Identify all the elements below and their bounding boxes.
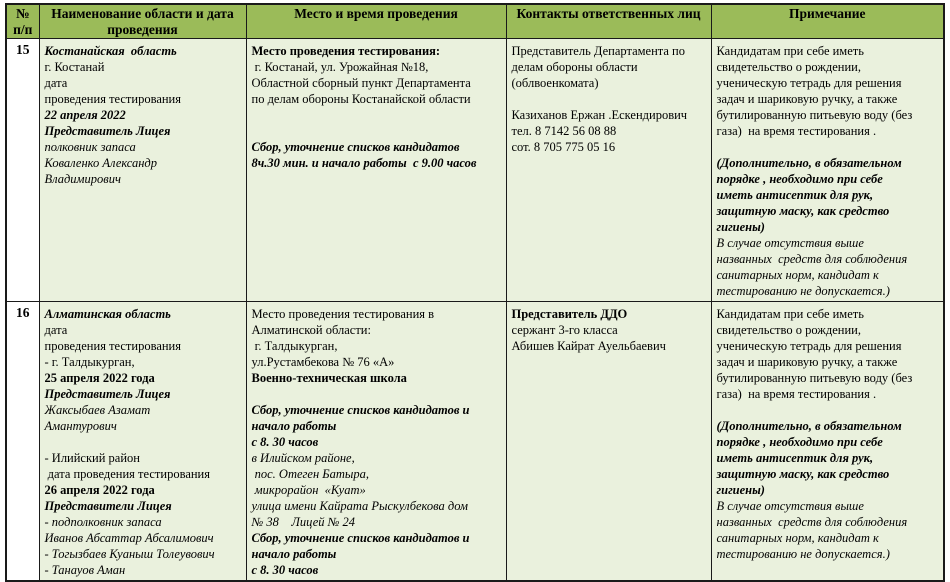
text-line: санитарных норм, кандидат к: [716, 531, 879, 545]
text-line: ученическую тетрадь для решения: [716, 76, 902, 90]
text-line: свидетельство о рождении,: [716, 60, 862, 74]
text-line: - подполковник запаса: [44, 515, 162, 529]
text-line: Кандидатам при себе иметь: [716, 307, 864, 321]
note-cell: [711, 302, 944, 582]
text-line: по делам обороны Костанайской области: [251, 92, 471, 106]
text-line: Военно-техническая школа: [251, 371, 407, 385]
text-line: Жаксыбаев Азамат: [44, 403, 151, 417]
text-line: Сбор, уточнение списков кандидатов: [251, 140, 460, 154]
text-line: Казиханов Ержан .Ескендирович: [511, 108, 688, 122]
text-line: Костанайская область: [44, 44, 177, 58]
text-line: иметь антисептик для рук,: [716, 188, 874, 202]
column-header-note: Примечание: [711, 4, 944, 39]
text-line: Иванов Абсаттар Абсалимович: [44, 531, 214, 545]
column-header-place-time: Место и время проведения: [246, 4, 506, 39]
testing-schedule-table: [5, 3, 945, 582]
text-line: в Илийском районе,: [251, 451, 355, 465]
text-line: Коваленко Александр: [44, 156, 157, 170]
contacts-cell: [506, 302, 711, 582]
text-line: [252, 386, 503, 402]
text-line: Абишев Кайрат Ауельбаевич: [511, 339, 666, 353]
text-line: сот. 8 705 775 05 16: [511, 140, 616, 154]
text-line: № 38 Лицей № 24: [251, 515, 356, 529]
text-line: [252, 123, 503, 139]
text-line: микрорайон «Куат»: [251, 483, 366, 497]
text-line: защитную маску, как средство: [716, 204, 890, 218]
text-line: Представитель Лицея: [44, 387, 171, 401]
text-line: Место проведения тестирования:: [251, 44, 441, 58]
text-line: Владимирович: [44, 172, 121, 186]
text-line: гигиены): [716, 220, 765, 234]
text-line: Представитель Лицея: [44, 124, 171, 138]
text-line: В случае отсутствия выше: [716, 499, 864, 513]
contacts-cell: [506, 39, 711, 302]
text-line: [45, 434, 243, 450]
text-line: дата: [44, 323, 68, 337]
text-line: защитную маску, как средство: [716, 467, 890, 481]
text-line: - Тогызбаев Куаныш Толеувович: [44, 547, 215, 561]
text-line: санитарных норм, кандидат к: [716, 268, 879, 282]
text-line: свидетельство о рождении,: [716, 323, 862, 337]
text-line: г. Костанай: [44, 60, 105, 74]
place-time-cell: [246, 302, 506, 582]
text-line: сержант 3-го класса: [511, 323, 618, 337]
text-line: делам обороны области: [511, 60, 638, 74]
column-header-contacts: Контакты ответственных лиц: [506, 4, 711, 39]
text-line: Сбор, уточнение списков кандидатов и: [251, 403, 470, 417]
text-line: гигиены): [716, 483, 765, 497]
text-line: [717, 139, 941, 155]
text-line: Представитель ДДО: [511, 307, 628, 321]
text-line: (облвоенкомата): [511, 76, 599, 90]
text-line: задач и шариковую ручку, а также: [716, 92, 898, 106]
text-line: 26 апреля 2022 года: [44, 483, 155, 497]
text-line: Сбор, уточнение списков кандидатов и: [251, 531, 470, 545]
header-row: [6, 4, 944, 39]
text-line: Алматинская область: [44, 307, 171, 321]
text-line: иметь антисептик для рук,: [716, 451, 874, 465]
text-line: Амантурович: [44, 419, 117, 433]
text-line: ученическую тетрадь для решения: [716, 339, 902, 353]
region-date-cell: [39, 302, 246, 582]
text-line: Представитель Департамента по: [511, 44, 685, 58]
text-line: 25 апреля 2022 года: [44, 371, 155, 385]
text-line: (Дополнительно, в обязательном: [716, 156, 902, 170]
text-line: названных средств для соблюдения: [716, 515, 908, 529]
text-line: полковник запаса: [44, 140, 136, 154]
row-number: 16: [6, 302, 39, 582]
text-line: [512, 91, 708, 107]
column-header-region-date: Наименование области и дата проведения: [39, 4, 246, 39]
text-line: ул.Рустамбекова № 76 «А»: [251, 355, 395, 369]
text-line: [717, 402, 941, 418]
text-line: названных средств для соблюдения: [716, 252, 908, 266]
text-line: начало работы: [251, 419, 337, 433]
text-line: дата: [44, 76, 68, 90]
text-line: газа) на время тестирования .: [716, 124, 877, 138]
text-line: г. Костанай, ул. Урожайная №18,: [251, 60, 429, 74]
text-line: - г. Талдыкурган,: [44, 355, 135, 369]
text-line: г. Талдыкурган,: [251, 339, 338, 353]
schedule-table-container: [5, 3, 945, 577]
text-line: В случае отсутствия выше: [716, 236, 864, 250]
text-line: - Илийский район: [44, 451, 140, 465]
text-line: тел. 8 7142 56 08 88: [511, 124, 617, 138]
text-line: с 8. 30 часов: [251, 435, 319, 449]
row-number: 15: [6, 39, 39, 302]
text-line: Представители Лицея: [44, 499, 172, 513]
text-line: - Танауов Аман: [44, 563, 126, 577]
text-line: Областной сборный пункт Департамента: [251, 76, 471, 90]
text-line: тестированию не допускается.): [716, 284, 890, 298]
table-row: [6, 39, 944, 302]
text-line: тестированию не допускается.): [716, 547, 890, 561]
text-line: бутилированную питьевую воду (без: [716, 371, 913, 385]
text-line: проведения тестирования: [44, 339, 181, 353]
note-cell: [711, 39, 944, 302]
text-line: проведения тестирования: [44, 92, 181, 106]
text-line: бутилированную питьевую воду (без: [716, 108, 913, 122]
text-line: начало работы: [251, 547, 337, 561]
text-line: задач и шариковую ручку, а также: [716, 355, 898, 369]
text-line: дата проведения тестирования: [44, 467, 210, 481]
column-header-number: № п/п: [6, 4, 39, 39]
table-row: [6, 302, 944, 582]
place-time-cell: [246, 39, 506, 302]
text-line: газа) на время тестирования .: [716, 387, 877, 401]
text-line: Алматинской области:: [251, 323, 371, 337]
text-line: улица имени Кайрата Рыскулбекова дом: [251, 499, 468, 513]
text-line: порядке , необходимо при себе: [716, 435, 883, 449]
text-line: 22 апреля 2022: [44, 108, 126, 122]
text-line: 8ч.30 мин. и начало работы с 9.00 часов: [251, 156, 477, 170]
text-line: пос. Отеген Батыра,: [251, 467, 370, 481]
text-line: (Дополнительно, в обязательном: [716, 419, 902, 433]
text-line: с 8. 30 часов: [251, 563, 319, 577]
text-line: порядке , необходимо при себе: [716, 172, 883, 186]
region-date-cell: [39, 39, 246, 302]
text-line: [252, 107, 503, 123]
text-line: Кандидатам при себе иметь: [716, 44, 864, 58]
text-line: Место проведения тестирования в: [251, 307, 435, 321]
